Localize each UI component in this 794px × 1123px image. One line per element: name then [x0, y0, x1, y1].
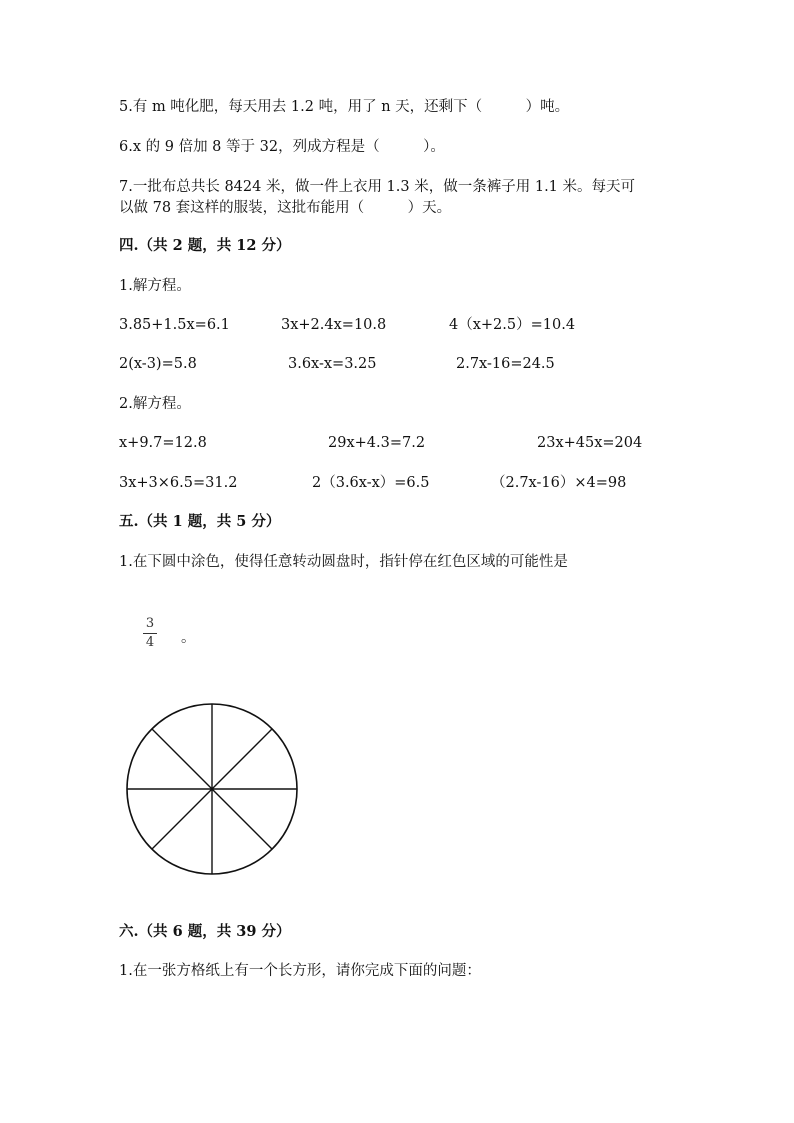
section-6-heading: 六.（共 6 题，共 39 分）: [119, 923, 291, 940]
fraction: [143, 616, 157, 651]
fraction-denominator: 4: [145, 635, 155, 650]
equation: 3x+2.4x=10.8: [281, 317, 387, 333]
equation: 23x+45x=204: [537, 435, 643, 451]
equation: 3.85+1.5x=6.1: [119, 317, 230, 333]
equation: 2.7x-16=24.5: [456, 356, 555, 372]
equation: 4（x+2.5）=10.4: [449, 317, 576, 333]
section-6-q1-prompt: 1.在一张方格纸上有一个长方形，请你完成下面的问题：: [119, 963, 481, 979]
question-7-line1: 7.一批布总共长 8424 米，做一件上衣用 1.3 米，做一条裤子用 1.1 米。每天可: [119, 179, 636, 195]
wheel-dividers: [127, 704, 297, 874]
equation: x+9.7=12.8: [119, 435, 207, 451]
equation: 2（3.6x-x）=6.5: [312, 475, 430, 491]
spinner-wheel[interactable]: [120, 697, 304, 881]
equation: 3x+3×6.5=31.2: [119, 475, 238, 491]
question-7-line2: 以做 78 套这样的服装，这批布能用（ ）天。: [119, 200, 452, 216]
question-5: 5.有 m 吨化肥，每天用去 1.2 吨，用了 n 天，还剩下（ ）吨。: [119, 99, 570, 115]
question-6: 6.x 的 9 倍加 8 等于 32，列成方程是（ ）。: [119, 139, 445, 155]
section-4-q2-prompt: 2.解方程。: [119, 396, 191, 412]
fraction-numerator: 3: [145, 616, 155, 631]
fraction-bar: [143, 633, 157, 634]
section-5-q1-prompt: 1.在下圆中涂色，使得任意转动圆盘时，指针停在红色区域的可能性是: [119, 554, 568, 570]
fraction-suffix: 。: [181, 630, 196, 646]
equation: 29x+4.3=7.2: [328, 435, 426, 451]
equation: （2.7x-16）×4=98: [491, 475, 627, 491]
equation: 2(x-3)=5.8: [119, 356, 197, 372]
section-5-heading: 五.（共 1 题，共 5 分）: [119, 513, 281, 530]
equation: 3.6x-x=3.25: [288, 356, 377, 372]
section-4-heading: 四.（共 2 题，共 12 分）: [119, 237, 291, 254]
section-4-q1-prompt: 1.解方程。: [119, 278, 191, 294]
